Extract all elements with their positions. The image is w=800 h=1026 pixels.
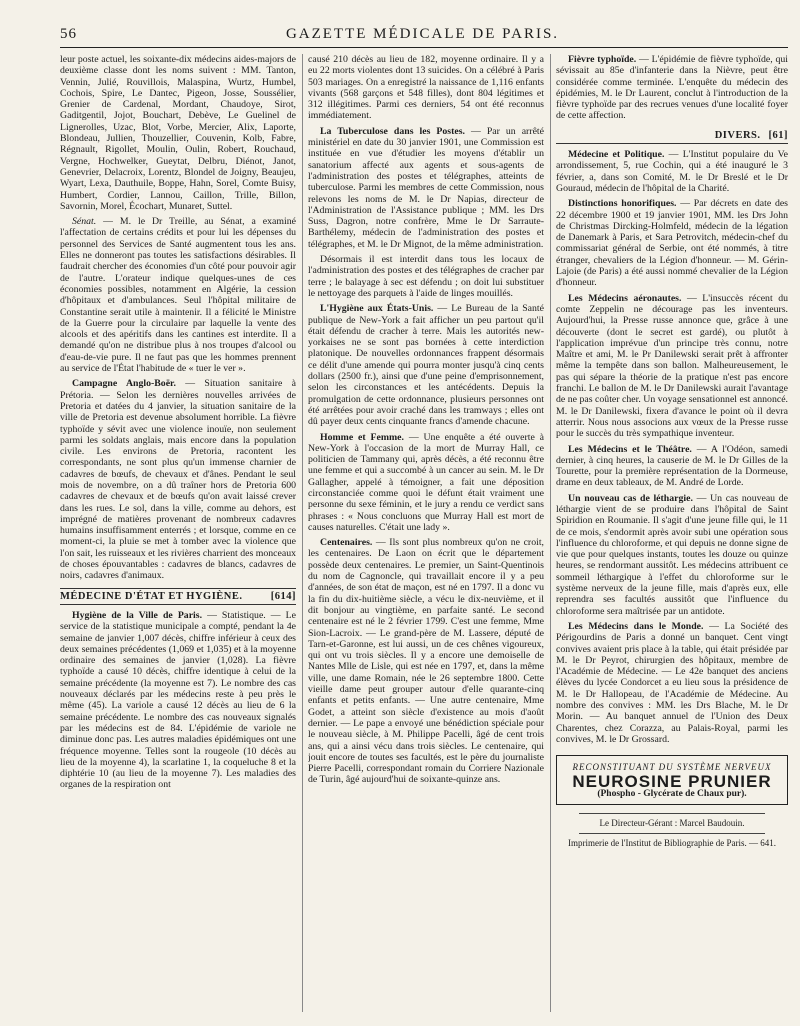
article-tuberculose: La Tuberculose dans les Postes. — Par un arrêté ministériel en date du 30 janvier 1901, une Commission est instituée en vue d'étudier les moyens d'établir un sanatorium affecté aux agents et sous-agents de l'administration des postes et télégraphes, atteints de tuberculose. Parmi les membres de cette Commission, nous relevons les noms de M. le Dr Napias, directeur de l'Administration de l'Assistance publique ; MM. les Drs Suss, Dagron, notre confrère, Mme le Dr Sarraute-Barthélemy, médecin de l'administration des postes et télégraphes, et M. le Dr Mignot, de la même administration. [308, 125, 544, 250]
article-monde: Les Médecins dans le Monde. — La Société des Périgourdins de Paris a donné un banquet. Cent vingt convives avaient pris place à la table, qui était présidée par M. le Dr Peyrot, chirurgien des hôpitaux, membre de l'Académie de Médecine. — Le 42e banquet des anciens élèves du lycée Condorcet a eu lieu sous la présidence de M. le Dr Hallopeau, de l'Académie de Médecine. Au nombre des convives : MM. les Drs Blache, M. le Dr Morin. — Au banquet annuel de l'Union des Deux Charentes, chez Corazza, au Palais-Royal, parmi les convives, M. le Dr Grossard. [556, 620, 788, 745]
header-rule [60, 47, 788, 48]
footer-imprimerie: Imprimerie de l'Institut de Bibliographie de Paris. — 641. [567, 838, 777, 849]
ad-brand: NEUROSINE PRUNIER [572, 771, 772, 791]
ad-subtitle: (Phospho - Glycérate de Chaux pur). [597, 788, 747, 799]
article-heading: Un nouveau cas de léthargie. [568, 492, 693, 504]
article-senat: Sénat. — M. le Dr Treille, au Sénat, a examiné l'affectation de certains crédits et pour lui les dépenses du personnel des Services de Santé augmentent tous les ans. Elles ne donneront pas toutes les satisfactions désirables. Il faudrait chercher des économies d'un côté pour pouvoir agir de l'autre. L'orateur indique quelques-unes de ces économies possibles, notamment en Algérie, la cession d'hôpitaux et d'ambulances. Seul l'hôpital militaire de Constantine serait utile à maintenir. Il a félicité le Ministre de la Guerre pour la circulaire par laquelle la vente des alcools et des apéritifs dans les cantines est interdite. Il a demandé qu'on ne distribue plus à nos troupes d'alcool ou d'eau-de-vie pure. Il ne faut pas que les hommes prennent au service de l'État l'habitude de « tuer le ver ». [60, 216, 296, 375]
article-heading: Sénat. [72, 216, 97, 228]
article-centenaires: Centenaires. — Ils sont plus nombreux qu'on ne croit, les centenaires. De Laon on écrit que le département possède deux centenaires. Le premier, un Saint-Quentinois du nom de Cagnoncle, qui travaillait encore il y a peu d'années, de son état de maçon, est né en 1797. Il a donc vu la fin du dix-huitième siècle, a vécu le dix-neuvième, et il dit bonjour au vingtième, en parfaite santé. Le second centenaire est né le 2 février 1799. C'est une femme, Mme Sion-Lacroix. — Le grand-père de M. Lassere, député de Tarn-et-Garonne, est lui aussi, un de ces chênes vigoureux, qui ont vu trois siècles. Il y a encore une demoiselle de Nantes Mlle de Lisle, qui est née en 1797, et, dans la même ville, une dame Romain, née le 26 septembre 1800. Cette vieille dame peut grouper autour d'elle quarante-cinq enfants et petits enfants. — Une autre centenaire, Mme Godet, a atteint son siècle d'existence au mois d'août dernier. — Le pape a envoyé une bénédiction spéciale pour le nouveau siècle, à M. Philippe Pacelli, âgé de cent trois ans, qui a ainsi vécu dans trois siècles. Le centenaire, qui jouit encore de toutes ses facultés, est le père du journaliste Pierre Pacelli, correspondant romain du Corriere Nazionale de Turin, âgé aujourd'hui de soixante-quinze ans. [308, 537, 544, 786]
article-heading: Fièvre typhoïde. [568, 54, 637, 65]
article-fievre: Fièvre typhoïde. — L'épidémie de fièvre typhoïde, qui sévissait au 85e d'infanterie dans la Nièvre, peut être considérée comme terminée. L'enquête du médecin des épidémies, M. le Dr Laurent, conclut à l'introduction de la fièvre typhoïde par des recrues venues d'une localité foyer de cette affection. [556, 54, 788, 122]
paragraph: leur poste actuel, les soixante-dix médecins aides-majors de deuxième classe dont les noms suivent : MM. Tanton, Vennin, Julié, Rouvillois, Malaspina, Wurtz, Humbel, Cochois, Spire, Le Dantec, Pigeon, Josse, Soussélier, Grenier de Cardenal, Mordant, Chaudoye, Sirot, Gaditgentil, Jojot, Bouchart, Debève, Le Guelinel de Lignerolles, Uzac, Blot, Vorbe, Mercier, Alix, Laporte, Blondeau, Jullien, Thouzellier, Couvenin, Kolb, Fabre, Régnault, Rigollet, Moulin, Oulin, Robert, Rouchaud, Vergne, Hochwelker, Gueytat, Delbru, Diénot, Janot, Genevrier, Delacroix, Lorentz, Blondel de Joigny, Beaujeu, Wyart, Lexa, Dauthuile, Boppe, Hahn, Sorel, Comte Buisy, Humbert, Cordier, Lannou, Caillon, Trille, Billon, Savornin, Morel, Écochart, Munaret, Suttel. [60, 54, 296, 212]
article-hygiene: Hygiène de la Ville de Paris. — Statistique. — Le service de la statistique municipale a compté, pendant la 4e semaine de janvier 1,007 décès, chiffre inférieur à ceux des deux semaines précédentes (1,069 et 1,035) et à la moyenne ordinaire des semaines de janvier (1,028). La fièvre typhoïde a causé 10 décès, chiffre identique à celui de la semaine précédente (la moyenne est 7). Le nombre des cas nouveaux déclarés par les médecins reste à peu près le même (45). La variole a causé 12 décès au lieu de 6 la semaine précédente. Le nombre des cas nouveaux signalés par les médecins est de 84. L'épidémie de variole ne diminue donc pas. Les autres maladies épidémiques ont une fréquence moyenne. Telles sont la rougeole (10 décès au lieu de la moyenne 4), la scarlatine 1, la coqueluche 8 et la diphtérie 10 (au lieu de la moyenne 7). Les maladies des organes de la respiration ont [60, 609, 296, 791]
journal-title: GAZETTE MÉDICALE DE PARIS. [285, 26, 560, 42]
article-boer: Campagne Anglo-Boër. — Situation sanitaire à Prétoria. — Selon les dernières nouvelles arrivées de Pretoria et datées du 4 janvier, la situation sanitaire de la ville de Pretoria est devenue absolument horrible. La fièvre typhoïde y sévit avec une violence inouïe, non seulement parmi les soldats anglais, mais encore dans la population civile. Les environs de Pretoria, racontent les correspondants, ne sont plus qu'un immense charnier de cadavres de bœufs, de chevaux et d'ânes. Pendant le seul mois de novembre, on a dû traîner hors de Pretoria 600 cadavres de chevaux et de bœufs qu'on avait laissé crever dans les rues. Le sol, dans la ville, comme au dehors, est imprégné de matières provenant de nombreux cadavres humains insuffisamment enterrés ; et lorsque, comme en ce moment-ci, la pluie se met à tomber avec la violence que l'on sait, les ruisseaux et les rivières charrient des monceaux de choses épouvantables : cadavres de blancs, cadavres de noirs, cadavres d'animaux. [60, 378, 296, 582]
section-header: DIVERS. [61] [556, 128, 788, 144]
article-etats-unis: L'Hygiène aux États-Unis. — Le Bureau de la Santé publique de New-York a fait afficher un peu partout qu'il était défendu de cracher à terre. Mais les autorités new-yorkaises ne se sont pas bornées à cette interdiction platonique. De nouvelles ordonnances frappent désormais ce délit d'une amende qui pourra monter jusqu'à cinq cents dollars (2500 fr.), ainsi que d'une peine d'emprisonnement, selon les circonstances et les antécédents. Depuis la promulgation de cette ordonnance, plusieurs personnes ont été arrêtées pour avoir craché dans les tramways ; elles ont dû payer deux cents cinquante francs d'amende chacune. [308, 303, 544, 428]
article-heading: La Tuberculose dans les Postes. [320, 125, 465, 137]
article-homme-femme: Homme et Femme. — Une enquête a été ouverte à New-York à l'occasion de la mort de Murray Hall, ce politicien de Tammany qui, après décès, a été reconnu être une femme et qui a succombé à un cancer au sein. M. le Dr Gallagher, appelé à témoigner, a fait une déposition circonstanciée comme quoi le défunt était vraiment une personne du sexe féminin, et le jury a rendu ce verdict sans phrases : « Nous concluons que Murray Hall est mort de causes naturelles. C'était une lady ». [308, 431, 544, 533]
advertisement [556, 755, 788, 805]
page-header [60, 26, 788, 46]
article-heading: Les Médecins et le Théâtre. [568, 443, 692, 455]
article-heading: Les Médecins aéronautes. [568, 292, 682, 304]
footer-gerant: Le Directeur-Gérant : Marcel Baudouin. [599, 818, 745, 829]
article-distinctions: Distinctions honorifiques. — Par décrets en date des 22 décembre 1900 et 19 janvier 1901, MM. les Drs John de Christmas Dircking-Holmfeld, médecin de la légation de Danemark à Paris, et Sara Petrovitch, médecin-chef du commissariat général de Serbie, ont été nommés, à titre étranger, chevaliers de la Légion d'honneur. — M. Gérin-Lajoie (de Paris) a été aussi nommé chevalier de la Légion d'honneur. [556, 198, 788, 289]
article-heading: Hygiène de la Ville de Paris. [72, 609, 203, 621]
ad-tagline: RECONSTITUANT DU SYSTÈME NERVEUX [572, 762, 772, 773]
article-heading: Distinctions honorifiques. [568, 198, 677, 210]
footer [556, 813, 788, 850]
article-lethargie: Un nouveau cas de léthargie. — Un cas nouveau de léthargie vient de se produire dans l'hôpital de Saint Spiridion en Roumanie. Il s'agit d'une jeune fille qui, le 11 de ce mois, s'endormit après avoir subi une opération sous l'influence du chloroforme, et qui depuis ne donne signe de vie que pour quelques instants, toutes les douze ou quinze heures, se rendormant aussitôt. Les médecins attribuent ce sommeil léthargique à l'effet du chloroforme sur le système nerveux de la jeune fille, mais d'après eux, elle reprendra ses facultés aussitôt que l'influence du chloroforme sera maîtrisée par un antidote. [556, 492, 788, 617]
article-heading: L'Hygiène aux États-Unis. [320, 303, 434, 315]
column-2 [308, 54, 544, 1020]
paragraph: causé 210 décès au lieu de 182, moyenne ordinaire. Il y a eu 22 morts violentes dont 13 suicides. On a célébré à Paris 503 mariages. On a enregistré la naissance de 1,116 enfants vivants (568 garçons et 548 filles), dont 804 légitimes et 312 illégitimes. Parmi ces derniers, 54 ont été reconnus immédiatement. [308, 54, 544, 122]
column-1 [60, 54, 296, 1020]
article-heading: Campagne Anglo-Boër. [72, 378, 176, 390]
paragraph: Désormais il est interdit dans tous les locaux de l'administration des postes et des télégraphes de cracher par terre ; le balayage à sec est défendu ; on doit lui substituer le nettoyage des parquets à l'aide de linges mouillés. [308, 254, 544, 299]
section-header: MÉDECINE D'ÉTAT ET HYGIÈNE. [614] [60, 588, 296, 605]
column-3 [556, 54, 788, 1020]
article-heading: Les Médecins dans le Monde. [568, 620, 704, 632]
article-medecine-politique: Médecine et Politique. — L'Institut populaire du Ve arrondissement, 5, rue Cochin, qui a été inauguré le 3 février, a, dans son Comité, M. le Dr Breslé et le Dr Gouraud, médecin de l'hôpital de la Charité. [556, 149, 788, 194]
article-aeronautes: Les Médecins aéronautes. — L'insuccès récent du comte Zeppelin ne décourage pas les inventeurs. Aujourd'hui, la Presse russe annonce que, grâce à une découverte (dont le secret est gardé), ou plutôt à l'application imprévue d'un principe très connu, notre Maître et ami, M. le Pr Danilewski serait prêt à affronter même la tempête dans son ballon. Malheureusement, le pas qui sépare la théorie de la pratique n'est pas encore franchi. Le ballon de M. le Dr Danilewski aurait l'avantage de ne pas coûter cher. Un voyage sensationnel est annoncé. M. le Dr Danilewski, fixera d'avance le point où il devra atterrir. Nous nous associons aux vœux de la Presse russe pour le succès du très sympathique inventeur. [556, 292, 788, 440]
article-heading: Homme et Femme. [320, 431, 404, 443]
article-heading: Médecine et Politique. [568, 149, 665, 161]
column-divider [550, 54, 551, 1012]
article-heading: Centenaires. [320, 537, 373, 549]
article-theatre: Les Médecins et le Théâtre. — A l'Odéon, samedi dernier, à cinq heures, la causerie de M. le Dr Gilles de la Tourette, pour la première représentation de la Dormeuse, drame en deux tableaux, de M. André de Lorde. [556, 443, 788, 489]
page-number: 56 [60, 26, 77, 42]
column-divider [302, 54, 303, 1012]
